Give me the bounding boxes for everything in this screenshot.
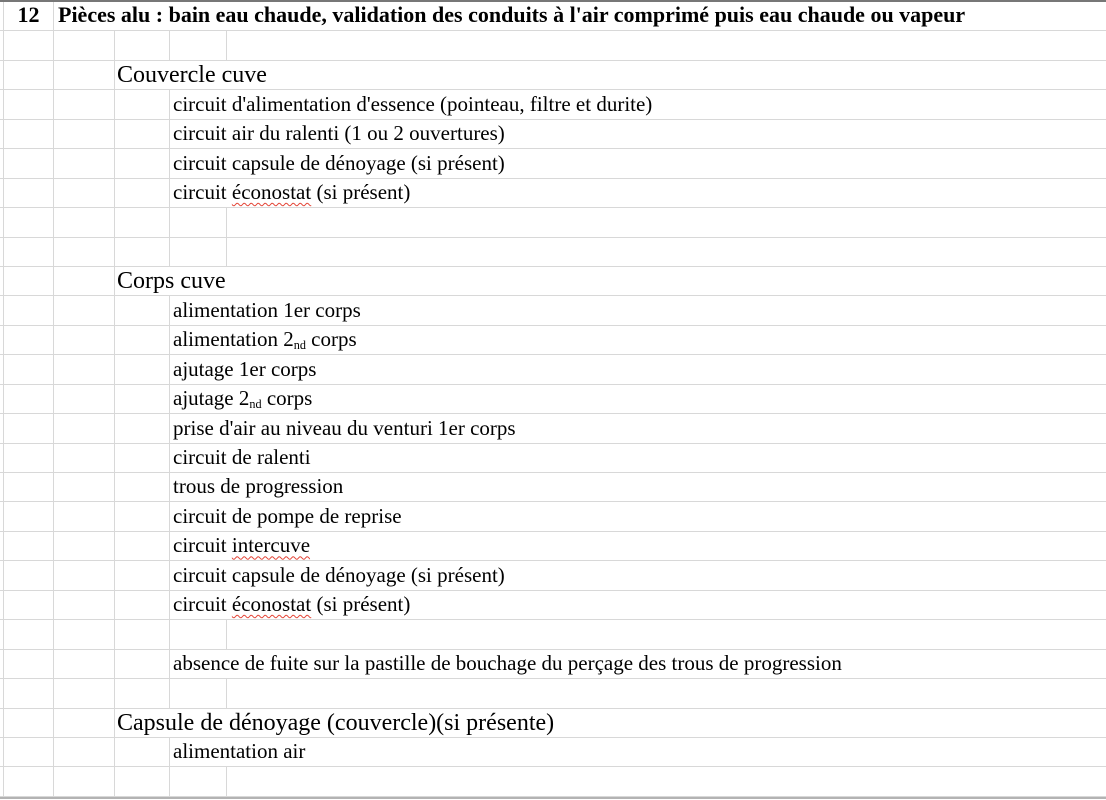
item-cell[interactable]: ajutage 2 $^{nd}$ corps (169, 385, 1106, 413)
cell[interactable] (53, 473, 114, 501)
cell[interactable] (3, 326, 53, 354)
cell[interactable] (169, 31, 226, 59)
cell[interactable] (53, 208, 114, 236)
item-cell[interactable] (169, 179, 1106, 207)
item-cell[interactable] (169, 444, 1106, 472)
section-cell[interactable] (114, 267, 1106, 295)
cell[interactable] (3, 267, 53, 295)
item-cell[interactable] (169, 738, 1106, 766)
item-cell[interactable] (169, 591, 1106, 619)
cell[interactable] (3, 90, 53, 118)
sheet-row-13 (0, 355, 1106, 384)
cell[interactable] (53, 709, 114, 737)
cell-text: absence de fuite sur la pastille de bouchage du perçage des trous de progression (173, 651, 842, 676)
sheet-row-24 (0, 679, 1106, 708)
sheet-row-6 (0, 149, 1106, 178)
row-number-cell[interactable] (3, 2, 53, 30)
cell-text: ajutage 1er corps (173, 356, 317, 381)
cell[interactable] (3, 238, 53, 266)
cell[interactable] (53, 296, 114, 324)
cell-text: circuit (173, 533, 232, 558)
cell[interactable] (3, 561, 53, 589)
sheet-row-14 (0, 385, 1106, 414)
sheet-row-3 (0, 61, 1106, 90)
cell[interactable] (114, 502, 169, 530)
cell[interactable] (53, 31, 114, 59)
cell[interactable] (169, 679, 226, 707)
cell-text: ajutage 2 (173, 386, 250, 411)
cell[interactable] (53, 326, 114, 354)
cell[interactable] (114, 444, 169, 472)
misspelled-word: éconostat (231, 592, 312, 617)
cell[interactable] (53, 355, 114, 383)
cell[interactable] (3, 414, 53, 442)
cell[interactable] (53, 650, 114, 678)
sheet-row-25 (0, 709, 1106, 738)
item-cell[interactable] (169, 473, 1106, 501)
cell[interactable] (3, 620, 53, 648)
sheet-row-11 (0, 296, 1106, 325)
cell-text: Corps cuve (117, 268, 226, 295)
sheet-row-16 (0, 444, 1106, 473)
cell-text: circuit (173, 592, 232, 617)
cell[interactable] (3, 767, 53, 795)
cell[interactable] (3, 208, 53, 236)
cell[interactable] (3, 385, 53, 413)
cell-text: corps (261, 386, 313, 411)
title-cell[interactable] (53, 2, 1106, 30)
cell[interactable] (53, 179, 114, 207)
cell[interactable] (3, 149, 53, 177)
cell-text: Capsule de dénoyage (couvercle)(si présente) (117, 709, 555, 736)
sheet-row-23 (0, 650, 1106, 679)
cell[interactable] (3, 31, 53, 59)
cell[interactable] (3, 709, 53, 737)
cell[interactable] (169, 767, 226, 795)
cell-text: circuit d'alimentation d'essence (pointeau, filtre et durite) (173, 91, 653, 116)
cell[interactable] (114, 473, 169, 501)
sheet-row-9 (0, 238, 1106, 267)
sheet-row-5 (0, 120, 1106, 149)
cell-text: trous de progression (173, 474, 344, 499)
cell[interactable] (226, 679, 1106, 707)
cell-text: circuit air du ralenti (1 ou 2 ouvertures) (173, 121, 505, 146)
cell[interactable] (3, 591, 53, 619)
section-cell[interactable] (114, 61, 1106, 89)
cell[interactable] (226, 238, 1106, 266)
cell-text: Couvercle cuve (117, 62, 267, 89)
item-cell[interactable] (169, 502, 1106, 530)
cell[interactable] (3, 444, 53, 472)
section-cell[interactable] (114, 709, 1106, 737)
cell[interactable] (3, 473, 53, 501)
item-cell[interactable]: alimentation 2 $^{nd}$ corps (169, 326, 1106, 354)
cell[interactable] (226, 31, 1106, 59)
sheet-top-edge (0, 0, 1106, 2)
item-cell[interactable] (169, 355, 1106, 383)
cell[interactable] (114, 149, 169, 177)
sheet-row-17 (0, 473, 1106, 502)
cell[interactable] (53, 502, 114, 530)
cell[interactable] (3, 738, 53, 766)
cell[interactable] (114, 120, 169, 148)
cell[interactable] (3, 650, 53, 678)
cell[interactable] (53, 591, 114, 619)
cell[interactable] (226, 208, 1106, 236)
cell[interactable] (3, 179, 53, 207)
cell-text: circuit capsule de dénoyage (si présent) (173, 562, 505, 587)
cell[interactable] (53, 385, 114, 413)
item-cell[interactable] (169, 296, 1106, 324)
cell-text: prise d'air au niveau du venturi 1er corps (173, 415, 516, 440)
cell[interactable] (114, 561, 169, 589)
cell[interactable] (226, 620, 1106, 648)
sheet-row-12 (0, 326, 1106, 355)
sheet-row-21 (0, 591, 1106, 620)
cell-text: (si présent) (311, 180, 411, 205)
sheet-row-26 (0, 738, 1106, 767)
cell[interactable] (3, 120, 53, 148)
cell[interactable] (53, 149, 114, 177)
cell-text: alimentation 2 (173, 327, 294, 352)
cell[interactable] (114, 767, 169, 795)
cell[interactable] (114, 355, 169, 383)
sheet-row-4 (0, 90, 1106, 119)
cell[interactable] (53, 767, 114, 795)
misspelled-word: éconostat (231, 180, 312, 205)
item-cell[interactable] (169, 90, 1106, 118)
cell[interactable] (3, 679, 53, 707)
cell[interactable] (114, 679, 169, 707)
sheet-row-20 (0, 561, 1106, 590)
cell[interactable] (3, 355, 53, 383)
row-number: 12 (17, 2, 40, 28)
item-cell[interactable] (169, 532, 1106, 560)
cell[interactable] (114, 31, 169, 59)
cell-text: corps (305, 327, 357, 352)
cell[interactable] (114, 326, 169, 354)
cell[interactable] (114, 650, 169, 678)
cell[interactable] (53, 679, 114, 707)
cell[interactable] (114, 532, 169, 560)
sheet-row-7 (0, 179, 1106, 208)
cell-text: alimentation air (173, 739, 306, 764)
cell[interactable] (53, 61, 114, 89)
cell-text: alimentation 1er corps (173, 297, 361, 322)
cell[interactable] (53, 738, 114, 766)
cell-text: Pièces alu : bain eau chaude, validation des conduits à l'air comprimé puis eau chaude ou vapeur (58, 2, 966, 28)
cell[interactable] (114, 620, 169, 648)
cell[interactable] (114, 385, 169, 413)
cell[interactable] (114, 591, 169, 619)
sheet-row-10 (0, 267, 1106, 296)
sheet-row-1 (0, 2, 1106, 31)
sheet-row-18 (0, 502, 1106, 531)
cell[interactable] (53, 414, 114, 442)
cell[interactable] (53, 238, 114, 266)
cell-text: circuit de pompe de reprise (173, 503, 402, 528)
cell-text: circuit (173, 180, 232, 205)
cell[interactable] (53, 444, 114, 472)
cell-text: circuit de ralenti (173, 445, 311, 469)
cell[interactable] (53, 532, 114, 560)
cell[interactable] (114, 738, 169, 766)
sheet-row-8 (0, 208, 1106, 237)
misspelled-word: intercuve (231, 533, 311, 558)
cell[interactable] (114, 208, 169, 236)
cell[interactable] (169, 238, 226, 266)
cell[interactable] (114, 179, 169, 207)
cell[interactable] (3, 532, 53, 560)
cell[interactable] (53, 90, 114, 118)
cell[interactable] (53, 561, 114, 589)
cell[interactable] (3, 61, 53, 89)
cell-text: (si présent) (311, 592, 411, 617)
item-cell[interactable] (169, 561, 1106, 589)
cell[interactable] (169, 620, 226, 648)
sheet-row-27 (0, 767, 1106, 796)
sheet-rows (0, 2, 1106, 797)
cell[interactable] (3, 296, 53, 324)
cell[interactable] (169, 208, 226, 236)
sheet-row-22 (0, 620, 1106, 649)
sheet-row-19 (0, 532, 1106, 561)
sheet-bottom-edge (0, 797, 1106, 799)
cell[interactable] (226, 767, 1106, 795)
sheet-row-15 (0, 414, 1106, 443)
cell-text: circuit capsule de dénoyage (si présent) (173, 150, 505, 175)
cell[interactable] (53, 267, 114, 295)
cell[interactable] (114, 90, 169, 118)
sheet-row-2 (0, 31, 1106, 60)
cell[interactable] (53, 620, 114, 648)
item-cell[interactable] (169, 149, 1106, 177)
item-cell[interactable] (169, 120, 1106, 148)
cell[interactable] (114, 238, 169, 266)
cell[interactable] (114, 296, 169, 324)
cell[interactable] (114, 414, 169, 442)
cell[interactable] (3, 502, 53, 530)
item-cell[interactable] (169, 414, 1106, 442)
cell[interactable] (53, 120, 114, 148)
item-cell[interactable] (169, 650, 1106, 678)
